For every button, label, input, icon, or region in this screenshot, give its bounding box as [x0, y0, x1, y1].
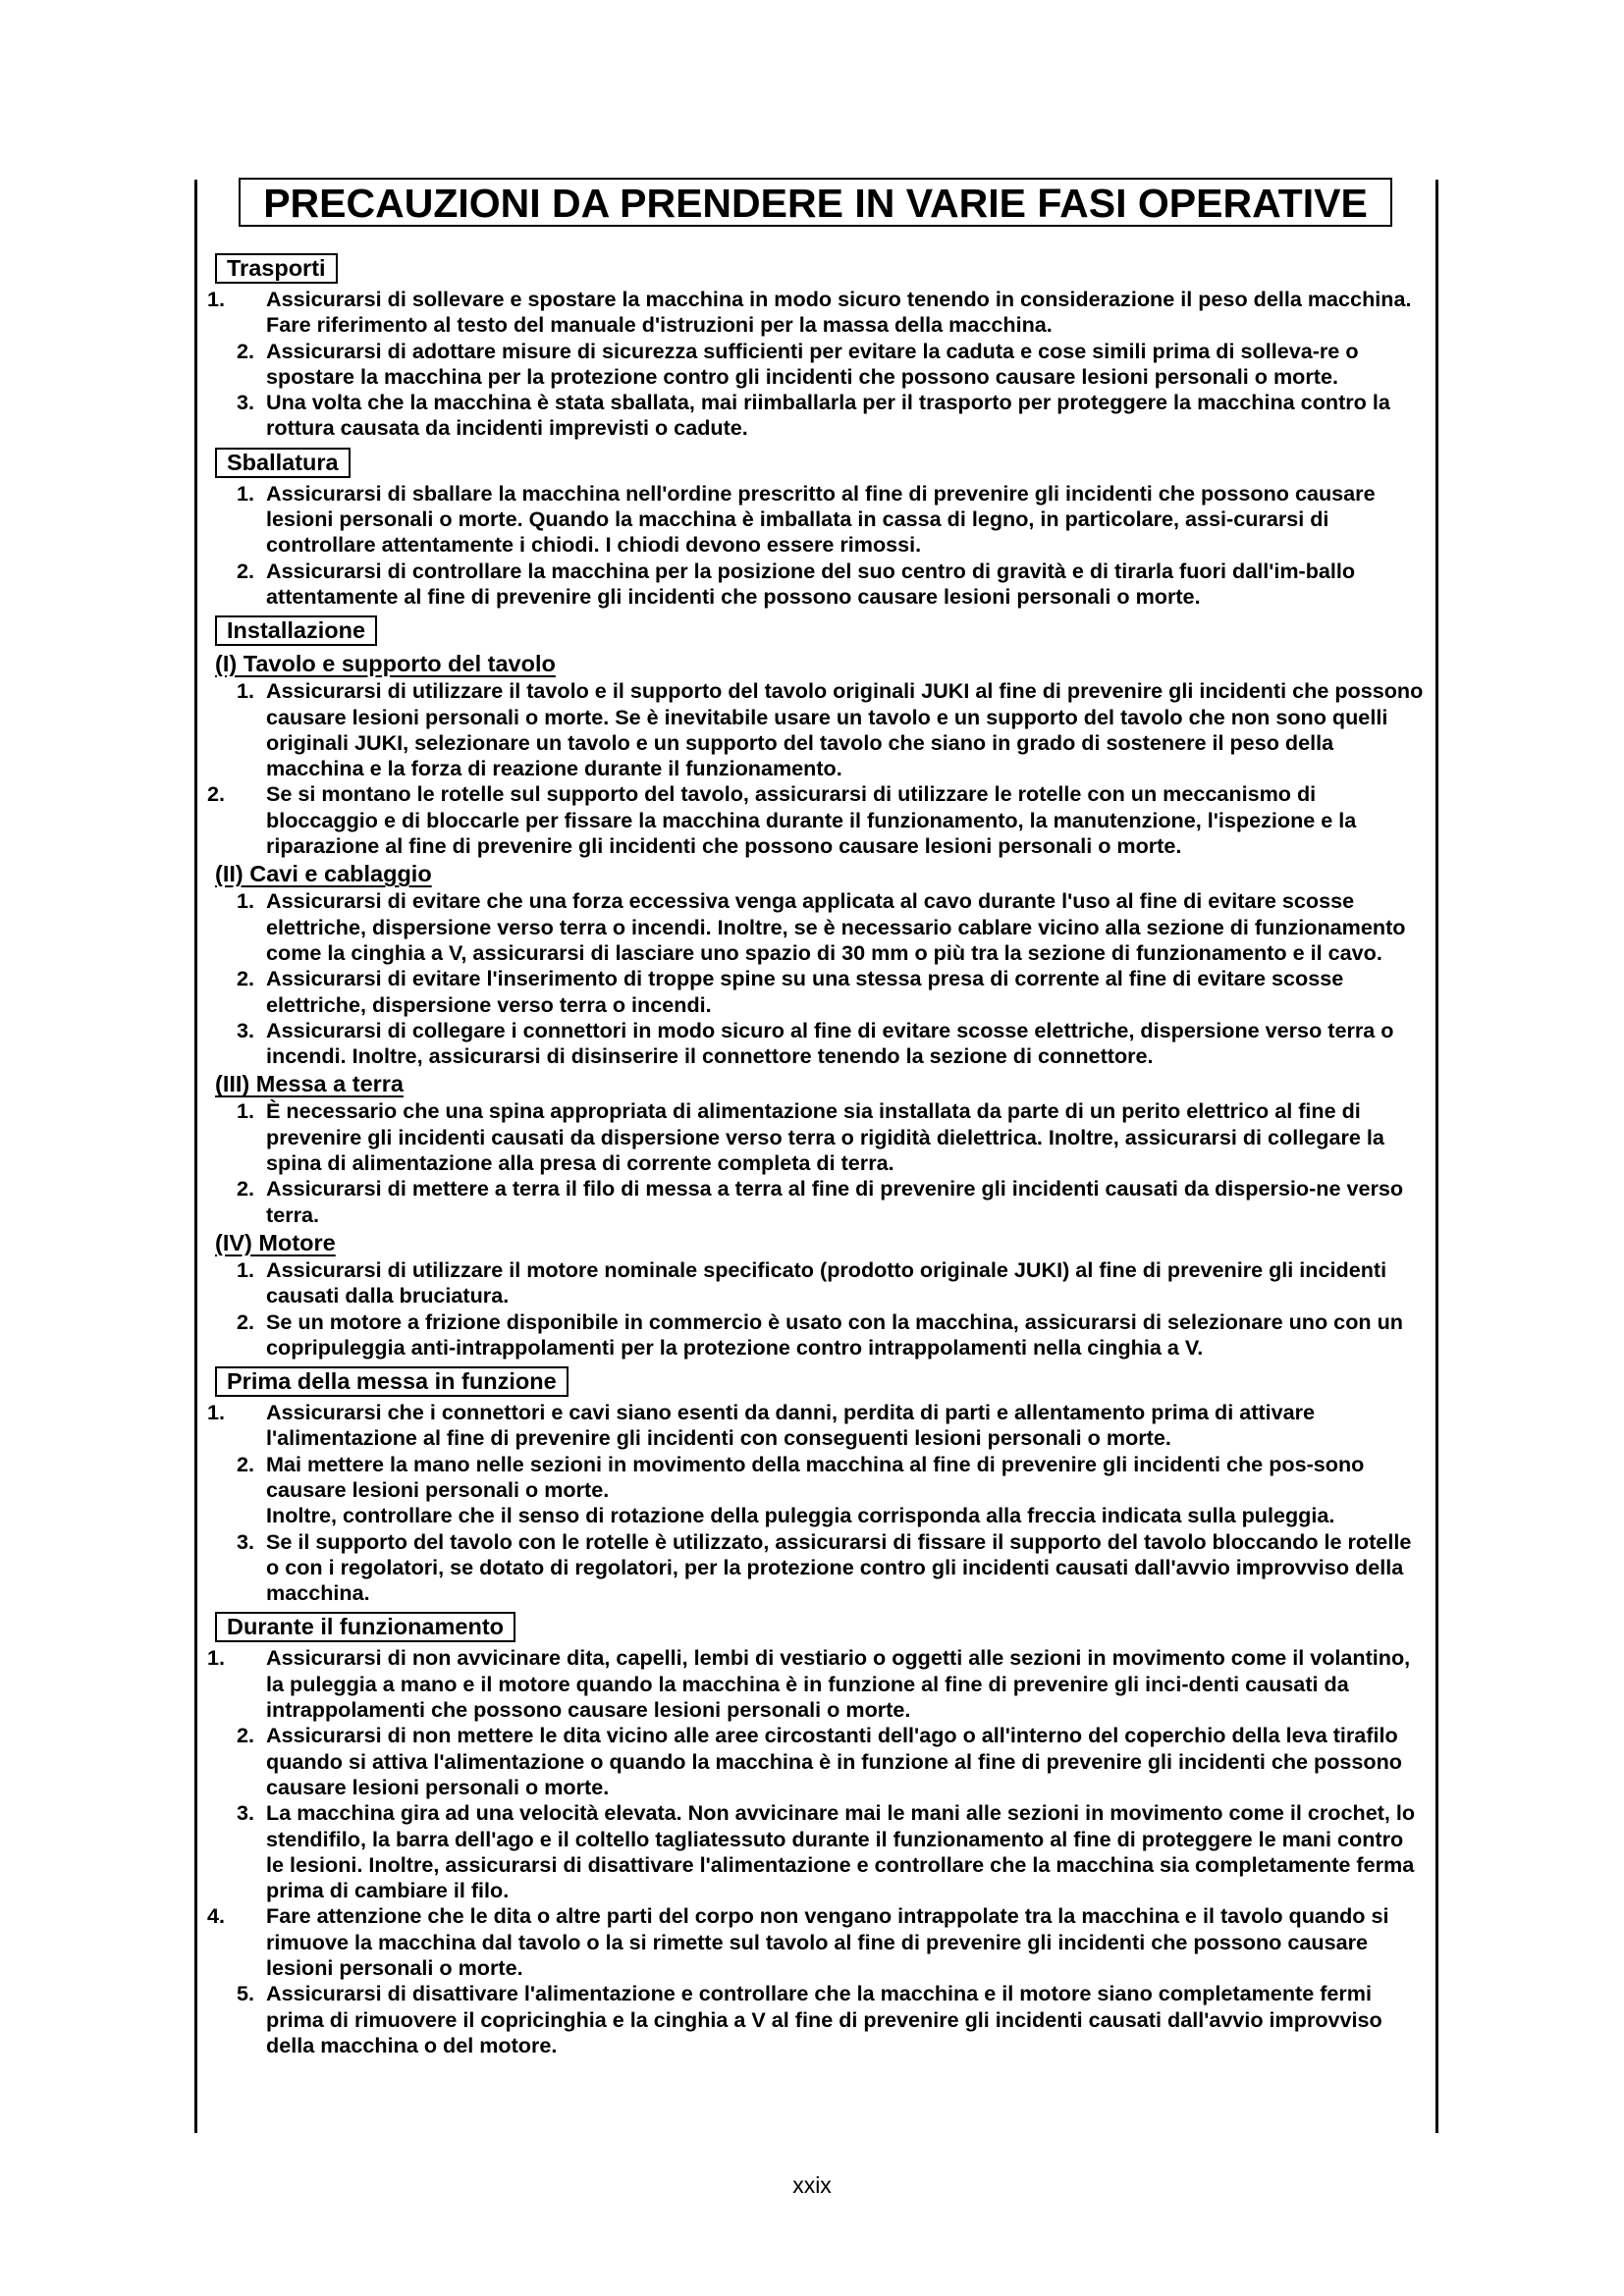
section	[207, 247, 1425, 442]
item-text: Assicurarsi di non avvicinare dita, capelli, lembi di vestiario o oggetti alle sezioni in movimento come il volantino, la puleggia a mano e il motore quando la macchina è in funzione al fine di prevenire gli inci-denti causati da intrappolamenti che possono causare lesioni personali o morte.	[266, 1645, 1411, 1723]
item-text: Fare attenzione che le dita o altre parti del corpo non vengano intrappolate tra la macchina e il tavolo quando si rimuove la macchina dal tavolo o la si rimette sul tavolo al fine di prevenire gli incidenti che possono causare lesioni personali o morte.	[266, 1903, 1389, 1981]
item-number: 3.	[237, 1528, 255, 1554]
list-item	[207, 1903, 1425, 1981]
item-text: Assicurarsi che i connettori e cavi siano esenti da danni, perdita di parti e allentamento prima di attivare l'alimentazione al fine di prevenire gli incidenti con conseguenti lesioni personali o morte.	[266, 1400, 1316, 1451]
item-text: Se il supporto del tavolo con le rotelle è utilizzato, assicurarsi di fissare il supporto del tavolo bloccando le rotelle o con i regolatori, se dotato di regolatori, per la protezione contro gli incidenti causati dall'avvio improvviso della macchina.	[266, 1528, 1412, 1606]
section-heading: Installazione	[215, 615, 377, 646]
list-item	[207, 1018, 1425, 1070]
item-number: 1.	[237, 480, 255, 506]
list-item	[207, 559, 1425, 611]
item-number: 1.	[237, 678, 255, 704]
item-text: Assicurarsi di controllare la macchina per la posizione del suo centro di gravità e di tirarla fuori dall'im-ballo attentamente al fine di prevenire gli incidenti che possono causare lesioni personali o morte.	[266, 558, 1356, 609]
page-title: PRECAUZIONI DA PRENDERE IN VARIE FASI OPERATIVE	[239, 178, 1392, 227]
item-text: Una volta che la macchina è stata sballata, mai riimballarla per il trasporto per proteggere la macchina contro la rottura causata da incidenti imprevisti o cadute.	[266, 390, 1390, 441]
right-margin-rule	[1435, 180, 1438, 2133]
list-item	[207, 339, 1425, 391]
item-text: Assicurarsi di evitare l'inserimento di troppe spine su una stessa presa di corrente al fine di evitare scosse elettriche, dispersione verso terra o incendi.	[266, 966, 1344, 1017]
list-item	[207, 481, 1425, 559]
list-item	[207, 1309, 1425, 1362]
list-item	[207, 1800, 1425, 1903]
item-text: Se un motore a frizione disponibile in commercio è usato con la macchina, assicurarsi di selezionare uno con un copripuleggia anti-intrappolamenti per la protezione contro intrappolamenti nella cinghia a V.	[266, 1308, 1403, 1360]
item-text: Assicurarsi di adottare misure di sicurezza sufficienti per evitare la caduta e cose simili prima di solleva-re o spostare la macchina per la protezione contro gli incidenti che possono causare lesioni personali o morte.	[266, 338, 1359, 389]
item-text: Assicurarsi di disattivare l'alimentazione e controllare che la macchina e il motore siano completamente fermi prima di rimuovere il copricinghia e la cinghia a V al fine di prevenire gli incidenti causati dall'avvio improvviso della macchina o del motore.	[266, 1981, 1382, 2057]
page-number: xxix	[792, 2172, 832, 2198]
item-number: 2.	[237, 1308, 255, 1334]
item-text: Se si montano le rotelle sul supporto del tavolo, assicurarsi di utilizzare le rotelle con un meccanismo di bloccaggio e di bloccarle per fissare la macchina durante il funzionamento, la manutenzione, l'ispezione e la riparazione al fine di prevenire gli incidenti che possono causare lesioni personali o morte.	[266, 781, 1357, 859]
item-number: 2.	[237, 966, 255, 991]
left-margin-rule	[194, 180, 197, 2133]
section-heading: Durante il funzionamento	[215, 1612, 515, 1642]
item-text: Assicurarsi di mettere a terra il filo di messa a terra al fine di prevenire gli incidenti causati da dispersio-ne verso terra.	[266, 1176, 1404, 1227]
item-number: 2.	[237, 338, 255, 363]
item-number: 2.	[237, 1176, 255, 1201]
item-number: 3.	[237, 1800, 255, 1826]
item-number: 1.	[237, 1256, 255, 1282]
item-text: Assicurarsi di utilizzare il motore nominale specificato (prodotto originale JUKI) al fine di prevenire gli incidenti causati dalla bruciatura.	[266, 1256, 1387, 1308]
item-number: 2.	[237, 1723, 255, 1748]
item-number: 1.	[207, 1400, 226, 1425]
item-number: 2.	[207, 781, 226, 807]
item-text: Mai mettere la mano nelle sezioni in movimento della macchina al fine di prevenire gli incidenti che pos-sono causare lesioni personali o morte.	[266, 1451, 1365, 1502]
item-number: 1.	[207, 1645, 226, 1671]
list-item	[207, 888, 1425, 966]
section-heading: Sballatura	[215, 448, 351, 478]
subsection-heading: (III) Messa a terra	[215, 1071, 405, 1097]
list-item	[207, 966, 1425, 1018]
item-number: 1.	[237, 1098, 255, 1124]
item-text: Assicurarsi di sollevare e spostare la macchina in modo sicuro tenendo in considerazione il peso della macchina. Fare riferimento al testo del manuale d'istruzioni per la massa della macchina.	[266, 287, 1412, 338]
section-heading: Prima della messa in funzione	[215, 1366, 568, 1397]
section	[207, 442, 1425, 610]
list-item	[207, 678, 1425, 781]
subsection-heading: (II) Cavi e cablaggio	[215, 861, 432, 887]
list-item	[207, 1400, 1425, 1452]
item-number: 1.	[207, 287, 226, 311]
item-text: Assicurarsi di collegare i connettori in modo sicuro al fine di evitare scosse elettriche, dispersione verso terra o incendi. Inoltre, assicurarsi di disinserire il connettore tenendo la sezione di connettore.	[266, 1017, 1394, 1069]
subsection-heading: (I) Tavolo e supporto del tavolo	[215, 651, 556, 677]
list-item	[207, 1981, 1425, 2058]
item-number: 4.	[207, 1903, 226, 1929]
list-item	[207, 1529, 1425, 1607]
item-number: 5.	[237, 1981, 255, 2006]
item-number: 2.	[237, 1451, 255, 1476]
item-number: 3.	[237, 390, 255, 415]
list-item	[207, 1645, 1425, 1723]
list-item	[207, 1723, 1425, 1800]
list-item	[207, 1098, 1425, 1176]
list-item	[207, 390, 1425, 442]
item-text: Assicurarsi di utilizzare il tavolo e il supporto del tavolo originali JUKI al fine di prevenire gli incidenti che possono causare lesioni personali o morte. Se è inevitabile usare un tavolo e un supporto del tavolo che non sono quelli originali JUKI, selezionare un tavolo e un supporto del tavolo che siano in grado di sostenere il peso della macchina e la forza di reazione durante il funzionamento.	[266, 678, 1424, 781]
item-text: La macchina gira ad una velocità elevata. Non avvicinare mai le mani alle sezioni in movimento come il crochet, lo stendifilo, la barra dell'ago e il coltello tagliatessuto durante il funzionamento al fine di proteggere le mani contro le lesioni. Inoltre, assicurarsi di disattivare l'alimentazione e controllare che la macchina sia completamente ferma prima di cambiare il filo.	[266, 1800, 1416, 1903]
section	[207, 1606, 1425, 2058]
subsection-heading: (IV) Motore	[215, 1229, 336, 1255]
document-body	[207, 247, 1425, 2058]
list-item	[207, 1257, 1425, 1309]
section-heading: Trasporti	[215, 253, 338, 284]
item-text: Assicurarsi di evitare che una forza eccessiva venga applicata al cavo durante l'uso al fine di evitare scosse elettriche, dispersione verso terra o incendi. Inoltre, se è necessario cablare vicino alla sezione di funzionamento come la cinghia a V, assicurarsi di lasciare uno spazio di 30 mm o più tra la sezione di funzionamento e il cavo.	[266, 888, 1406, 965]
list-item	[207, 1452, 1425, 1529]
item-number: 2.	[237, 558, 255, 583]
section	[207, 610, 1425, 1361]
item-number: 3.	[237, 1017, 255, 1042]
item-number: 1.	[237, 888, 255, 914]
list-item	[207, 287, 1425, 339]
item-text: Assicurarsi di non mettere le dita vicino alle aree circostanti dell'ago o all'interno del coperchio della leva tirafilo quando si attiva l'alimentazione o quando la macchina è in funzione al fine di prevenire gli incidenti che possono causare lesioni personali o morte.	[266, 1723, 1402, 1799]
list-item	[207, 1176, 1425, 1228]
item-note: Inoltre, controllare che il senso di rotazione della puleggia corrisponda alla freccia indicata sulla puleggia.	[266, 1503, 1335, 1528]
section	[207, 1361, 1425, 1606]
item-text: È necessario che una spina appropriata di alimentazione sia installata da parte di un perito elettrico al fine di prevenire gli incidenti causati da dispersione verso terra o rigidità dielettrica. Inoltre, assicurarsi di collegare la spina di alimentazione alla presa di corrente completa di terra.	[266, 1098, 1384, 1176]
list-item	[207, 781, 1425, 859]
item-text: Assicurarsi di sballare la macchina nell'ordine prescritto al fine di prevenire gli incidenti che possono causare lesioni personali o morte. Quando la macchina è imballata in cassa di legno, in particolare, assi-curarsi di controllare attentamente i chiodi. I chiodi devono essere rimossi.	[266, 480, 1376, 558]
